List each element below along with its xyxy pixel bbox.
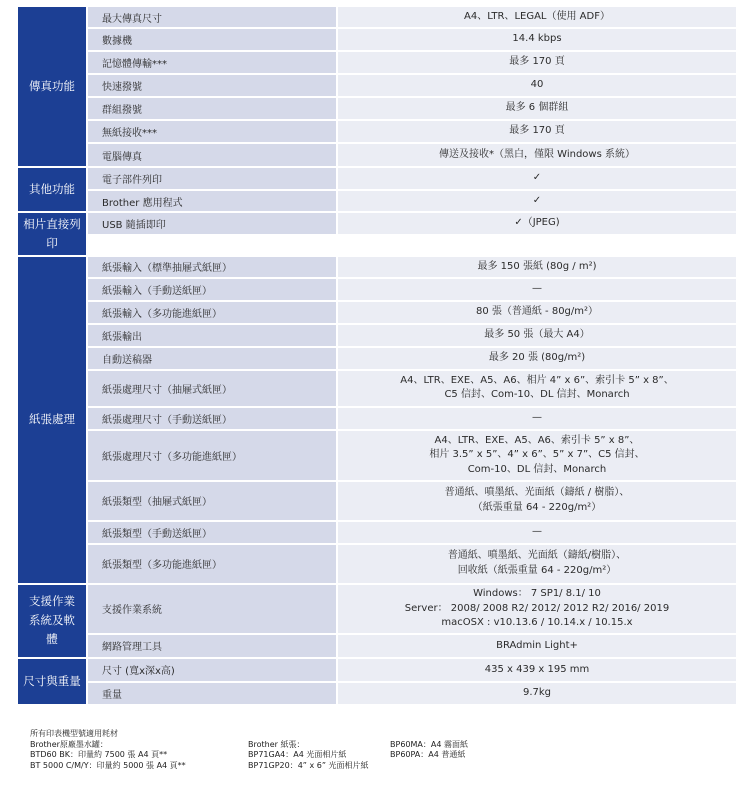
spec-label: 無紙接收*** <box>88 121 336 142</box>
spec-label: 支援作業系統 <box>88 585 336 633</box>
spec-row <box>86 683 736 706</box>
spec-label: 紙張輸出 <box>88 325 336 346</box>
footer-ink-item: BT 5000 C/M/Y：印量約 5000 張 A4 頁** <box>30 760 186 770</box>
spec-row <box>86 545 736 585</box>
spec-label: 紙張處理尺寸（多功能進紙匣） <box>88 431 336 480</box>
spec-value: A4、LTR、EXE、A5、A6、索引卡 5” x 8”、 相片 3.5” x 5”、4” x 6”、5” x 7”、C5 信封、 Com-10、DL 信封、Monarch <box>338 431 736 480</box>
category-label: 紙張處理 <box>18 257 86 585</box>
spec-value: 最多 170 頁 <box>338 52 736 73</box>
spec-value: 40 <box>338 75 736 96</box>
spec-label: 紙張類型（手動送紙匣） <box>88 522 336 543</box>
spec-value: ✓ <box>338 191 736 211</box>
footer-ink-heading: Brother原廠墨水罐： <box>30 740 108 749</box>
footer-paper-item: BP71GA4：A4 光面相片紙 <box>248 750 347 760</box>
spec-value: ✓ <box>338 168 736 189</box>
spec-value: 435 x 439 x 195 mm <box>338 659 736 681</box>
spec-value: 最多 170 頁 <box>338 121 736 142</box>
section-group <box>18 168 736 213</box>
spec-row <box>86 408 736 431</box>
section-group <box>18 7 736 168</box>
spec-label: 快速撥號 <box>88 75 336 96</box>
spec-row <box>86 522 736 545</box>
spec-label: 紙張處理尺寸（手動送紙匣） <box>88 408 336 429</box>
spec-value: 普通紙、噴墨紙、光面紙（鑄紙 / 樹脂）、 （紙張重量 64 - 220g/m²） <box>338 482 736 520</box>
spec-row <box>86 585 736 635</box>
spec-row <box>86 431 736 482</box>
spec-row <box>86 168 736 191</box>
spec-label: Brother 應用程式 <box>88 191 336 211</box>
spec-table <box>18 7 736 706</box>
spec-row <box>86 191 736 213</box>
category-label: 支援作業系統及軟體 <box>18 585 86 659</box>
spec-value: 14.4 kbps <box>338 29 736 50</box>
footer-title: 所有印表機型號適用耗材 <box>30 729 118 738</box>
section-group <box>18 659 736 706</box>
spec-row <box>86 635 736 659</box>
spec-value: 普通紙、噴墨紙、光面紙（鑄紙/樹脂）、 回收紙（紙張重量 64 - 220g/m²） <box>338 545 736 583</box>
section-group <box>18 585 736 659</box>
spec-value: A4、LTR、LEGAL（使用 ADF） <box>338 7 736 27</box>
spec-label: 紙張輸入（手動送紙匣） <box>88 279 336 300</box>
spec-label: 紙張輸入（標準抽屜式紙匣） <box>88 257 336 277</box>
spec-value: 最多 6 個群組 <box>338 98 736 119</box>
spec-label: 最大傳真尺寸 <box>88 7 336 27</box>
category-label: 尺寸與重量 <box>18 659 86 706</box>
section-rows <box>86 213 736 257</box>
spec-label: 自動送稿器 <box>88 348 336 369</box>
category-label: 相片直接列印 <box>18 213 86 257</box>
spec-label: 尺寸 (寬x深x高) <box>88 659 336 681</box>
spec-value: — <box>338 522 736 543</box>
footer-paper-list <box>248 740 369 771</box>
section-rows <box>86 659 736 706</box>
spec-row <box>86 371 736 408</box>
spec-row <box>86 482 736 522</box>
spec-row <box>86 325 736 348</box>
spec-row <box>86 348 736 371</box>
section-rows <box>86 585 736 659</box>
footer-paper-item: BP71GP20：4” x 6” 光面相片紙 <box>248 760 369 770</box>
spec-value: 9.7kg <box>338 683 736 704</box>
spec-label: 紙張類型（抽屜式紙匣） <box>88 482 336 520</box>
footer-paper-item: BP60PA：A4 普通紙 <box>390 750 466 760</box>
spec-row <box>86 98 736 121</box>
footer-paper-list-2 <box>390 740 468 761</box>
footer-ink-item: BTD60 BK：印量約 7500 張 A4 頁** <box>30 750 168 760</box>
spec-value: ✓（JPEG) <box>338 213 736 234</box>
category-label: 傳真功能 <box>18 7 86 168</box>
spec-row <box>86 279 736 302</box>
spec-label: 電腦傳真 <box>88 144 336 166</box>
spec-row <box>86 144 736 168</box>
category-label: 其他功能 <box>18 168 86 213</box>
spec-label: 紙張處理尺寸（抽屜式紙匣） <box>88 371 336 406</box>
section-group <box>18 257 736 585</box>
spec-value: BRAdmin Light+ <box>338 635 736 657</box>
section-rows <box>86 257 736 585</box>
spec-label: 電子部件列印 <box>88 168 336 189</box>
spec-label: 網路管理工具 <box>88 635 336 657</box>
spec-value: — <box>338 279 736 300</box>
section-group <box>18 213 736 257</box>
spec-value: 80 張（普通紙 - 80g/m²） <box>338 302 736 323</box>
spec-value: — <box>338 408 736 429</box>
spec-value: 最多 20 張 (80g/m²) <box>338 348 736 369</box>
spec-value: 最多 50 張（最大 A4） <box>338 325 736 346</box>
spec-row <box>86 213 736 236</box>
spec-row <box>86 29 736 52</box>
spec-row <box>86 659 736 683</box>
spec-label: 紙張輸入（多功能進紙匣） <box>88 302 336 323</box>
section-rows <box>86 168 736 213</box>
spec-label: 紙張類型（多功能進紙匣） <box>88 545 336 583</box>
footer-paper-heading: Brother 紙張： <box>248 740 305 749</box>
footer-paper-item: BP60MA：A4 霧面紙 <box>390 740 468 749</box>
spec-row <box>86 75 736 98</box>
spec-value: 傳送及接收*（黑白，僅限 Windows 系統） <box>338 144 736 166</box>
spec-label: 重量 <box>88 683 336 704</box>
spec-row <box>86 257 736 279</box>
spec-row <box>86 52 736 75</box>
footer-ink-list <box>30 740 186 771</box>
spec-row <box>86 121 736 144</box>
spec-label: USB 隨插即印 <box>88 213 336 234</box>
spec-label: 群組撥號 <box>88 98 336 119</box>
spec-label: 數據機 <box>88 29 336 50</box>
spec-value: A4、LTR、EXE、A5、A6、相片 4” x 6”、索引卡 5” x 8”、 C5 信封、Com-10、DL 信封、Monarch <box>338 371 736 406</box>
section-rows <box>86 7 736 168</box>
spec-row <box>86 7 736 29</box>
spec-value: 最多 150 張紙 (80g / m²) <box>338 257 736 277</box>
spec-row <box>86 302 736 325</box>
spec-value: Windows： 7 SP1/ 8.1/ 10 Server： 2008/ 2008 R2/ 2012/ 2012 R2/ 2016/ 2019 macOSX : v10.13.6 / 10.14.x / 10.15.x <box>338 585 736 633</box>
spec-label: 記憶體傳輸*** <box>88 52 336 73</box>
